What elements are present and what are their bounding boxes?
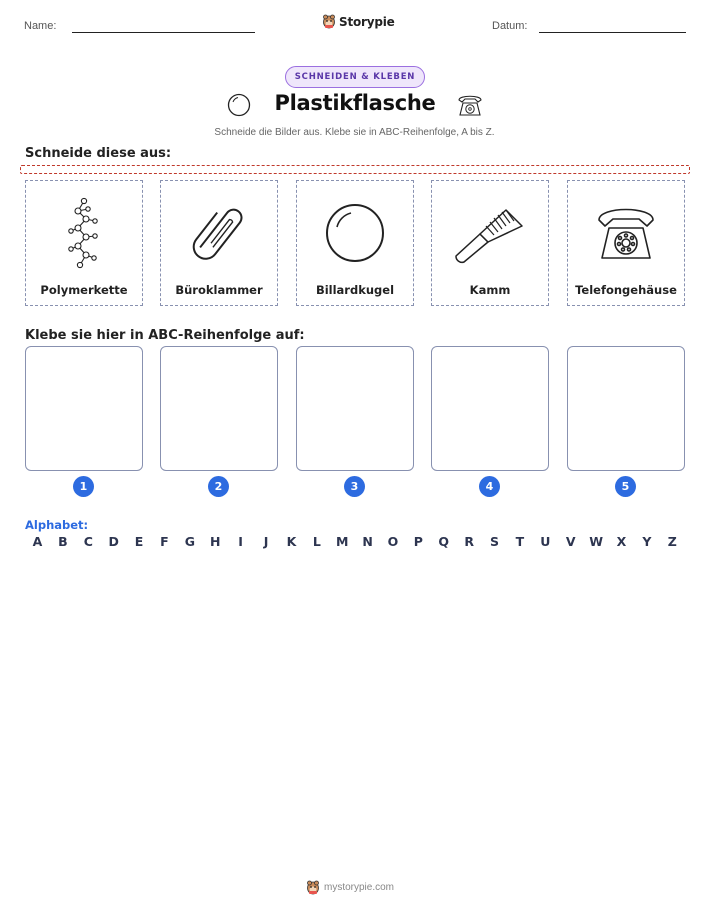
card-label: Telefongehäuse <box>575 283 677 297</box>
activity-badge: SCHNEIDEN & KLEBEN <box>285 66 425 88</box>
slot-number: 3 <box>344 476 365 497</box>
date-line <box>539 32 686 33</box>
alphabet-letter: V <box>565 534 576 549</box>
card-label: Kamm <box>469 283 511 297</box>
paste-heading: Klebe sie hier in ABC-Reihenfolge auf: <box>25 328 305 343</box>
telephone-icon <box>456 92 484 118</box>
alphabet-letter: U <box>540 534 551 549</box>
alphabet-letter: Z <box>667 534 677 549</box>
cut-card[interactable] <box>296 180 414 306</box>
alphabet-row <box>25 534 685 549</box>
alphabet-letter: P <box>413 534 423 549</box>
storypie-mascot-icon <box>322 14 336 29</box>
alphabet-letter: S <box>490 534 500 549</box>
slot-number: 2 <box>208 476 229 497</box>
brand-name: Storypie <box>339 14 395 29</box>
cut-heading: Schneide diese aus: <box>25 146 172 161</box>
card-label: Polymerkette <box>40 283 128 297</box>
cut-line <box>20 165 690 174</box>
alphabet-letter: I <box>238 534 243 549</box>
date-label: Datum: <box>492 20 528 32</box>
alphabet-letter: G <box>184 534 195 549</box>
comb-icon <box>450 200 530 266</box>
paperclip-icon <box>189 198 249 268</box>
cut-card[interactable] <box>567 180 685 306</box>
alphabet-letter: O <box>387 534 399 549</box>
alphabet-letter: W <box>589 534 603 549</box>
slot-number: 1 <box>73 476 94 497</box>
alphabet-letter: L <box>312 534 321 549</box>
alphabet-letter: Y <box>642 534 652 549</box>
polymer-chain-icon <box>64 197 104 269</box>
cut-card[interactable] <box>160 180 278 306</box>
alphabet-letter: H <box>210 534 221 549</box>
name-line <box>72 32 255 33</box>
billiard-ball-icon <box>323 201 387 265</box>
brand-logo <box>322 14 395 29</box>
alphabet-letter: X <box>616 534 627 549</box>
paste-box[interactable] <box>160 346 278 471</box>
paste-box[interactable] <box>296 346 414 471</box>
alphabet-letter: Q <box>438 534 450 549</box>
instructions: Schneide die Bilder aus. Klebe sie in ABC-Reihenfolge, A bis Z. <box>214 127 495 138</box>
alphabet-letter: F <box>160 534 169 549</box>
paste-box[interactable] <box>567 346 685 471</box>
card-label: Büroklammer <box>175 283 263 297</box>
cut-card[interactable] <box>431 180 549 306</box>
page-title: Plastikflasche <box>274 91 436 115</box>
alphabet-letter: A <box>32 534 43 549</box>
alphabet-letter: T <box>515 534 525 549</box>
alphabet-letter: E <box>134 534 144 549</box>
paste-box[interactable] <box>25 346 143 471</box>
slot-number: 4 <box>479 476 500 497</box>
storypie-mascot-icon <box>306 880 320 895</box>
alphabet-letter: B <box>58 534 68 549</box>
card-label: Billardkugel <box>315 283 395 297</box>
alphabet-letter: J <box>263 534 269 549</box>
cut-card[interactable] <box>25 180 143 306</box>
alphabet-letter: K <box>286 534 297 549</box>
alphabet-heading: Alphabet: <box>25 518 89 532</box>
slot-number: 5 <box>615 476 636 497</box>
footer-site: mystorypie.com <box>324 882 395 893</box>
alphabet-letter: R <box>464 534 474 549</box>
footer <box>306 880 394 895</box>
alphabet-letter: N <box>362 534 373 549</box>
alphabet-letter: M <box>335 534 349 549</box>
alphabet-letter: C <box>83 534 93 549</box>
name-label: Name: <box>24 20 57 32</box>
telephone-icon <box>593 202 659 264</box>
paste-box[interactable] <box>431 346 549 471</box>
alphabet-letter: D <box>108 534 119 549</box>
